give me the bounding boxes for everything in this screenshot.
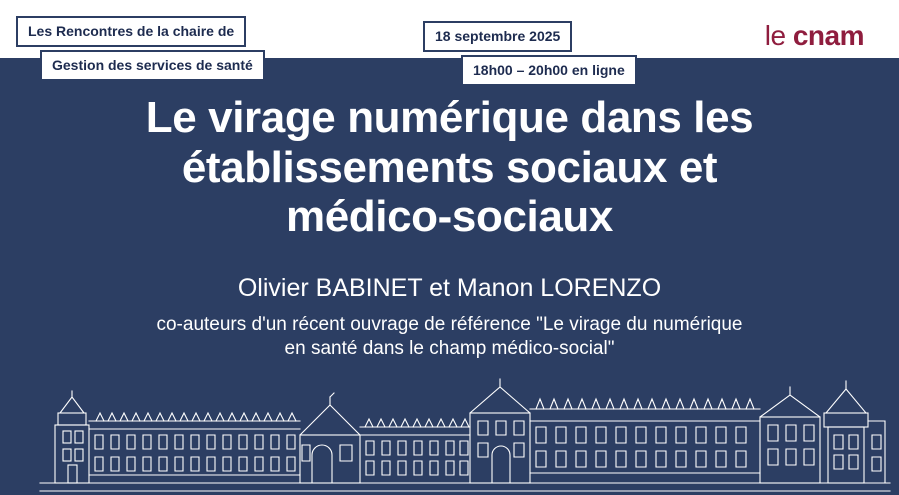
right-tower xyxy=(824,381,885,483)
logo-c: c xyxy=(792,20,808,51)
central-pavilion xyxy=(300,393,360,483)
chair-label-line2: Gestion des services de santé xyxy=(40,50,265,81)
cnam-building-illustration xyxy=(0,365,899,495)
mid-left-block xyxy=(360,419,470,483)
logo-am: am xyxy=(824,20,864,51)
right-wing xyxy=(530,399,760,483)
title-line-2: établissements sociaux et xyxy=(181,142,718,192)
event-date-badge: 18 septembre 2025 xyxy=(423,21,572,52)
left-wing xyxy=(89,413,300,483)
subtitle-line-1: co-auteurs d'un récent ouvrage de référence "Le virage du numérique xyxy=(156,314,743,335)
title-line-3: médico-sociaux xyxy=(286,192,613,242)
entrance-pavilion xyxy=(470,379,530,483)
logo-n: n xyxy=(807,20,825,51)
speakers-line: Olivier BABINET et Manon LORENZO xyxy=(237,274,662,302)
left-tower xyxy=(55,391,89,483)
logo-prefix: le xyxy=(764,20,793,51)
cnam-logo xyxy=(765,22,864,50)
page-title xyxy=(0,93,899,242)
subtitle-line-2: en santé dans le champ médico-social" xyxy=(284,337,615,359)
chair-label-line1: Les Rencontres de la chaire de xyxy=(16,16,246,47)
right-tower-block xyxy=(760,387,820,483)
event-time-badge: 18h00 – 20h00 en ligne xyxy=(461,55,637,86)
subtitle xyxy=(0,313,899,361)
title-line-1: Le virage numérique dans les xyxy=(145,93,754,142)
